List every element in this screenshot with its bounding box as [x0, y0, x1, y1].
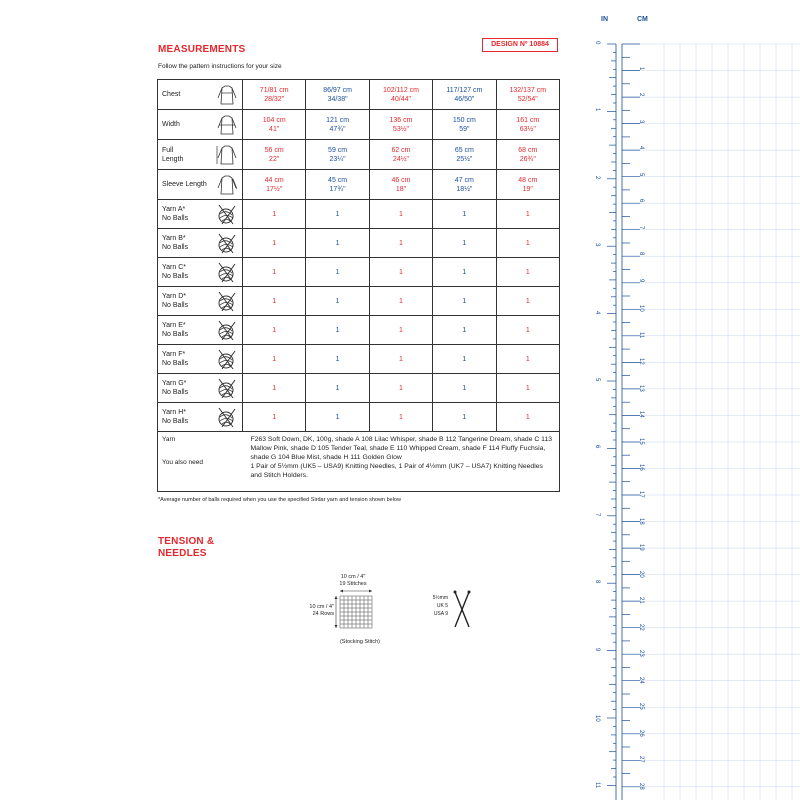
measurement-value	[306, 80, 369, 110]
tension-title-line2: NEEDLES	[158, 548, 207, 559]
measurement-value	[496, 140, 559, 170]
ball-count: 1	[433, 345, 496, 374]
value-cm: 104 cm	[262, 116, 286, 124]
value-cm: 86/97 cm	[323, 86, 352, 94]
tension-left-sub: 24 Rows	[312, 611, 334, 617]
yarn-label-cell	[158, 200, 243, 229]
ball-count: 1	[306, 258, 369, 287]
ball-of-yarn-icon	[216, 203, 238, 225]
value-inches: 28/32"	[264, 95, 285, 103]
value-cm: 46 cm	[391, 176, 411, 184]
inch-number: 10	[594, 715, 600, 722]
ball-count: 1	[243, 374, 306, 403]
yarn-row	[158, 258, 560, 287]
cm-number: 3	[638, 119, 644, 123]
measurement-label-cell	[158, 110, 243, 140]
yarn-row	[158, 374, 560, 403]
value-cm: 132/137 cm	[509, 86, 547, 94]
row-label	[162, 234, 210, 252]
tension-stitch-type: (Stocking Stitch)	[339, 639, 381, 645]
cm-number: 16	[638, 464, 644, 472]
yarn-label-cell	[158, 374, 243, 403]
row-label-line: No Balls	[162, 244, 189, 251]
value-cm: 65 cm	[454, 146, 474, 154]
value-inches: 24½"	[392, 155, 410, 163]
ruler-inch-label: IN	[601, 16, 608, 23]
row-label-line: Yarn B*	[162, 235, 186, 242]
row-label-line: Yarn D*	[162, 293, 186, 300]
needle-size-labels	[418, 594, 448, 618]
measurement-value	[433, 80, 496, 110]
cm-number: 18	[638, 517, 644, 525]
ball-count: 1	[243, 258, 306, 287]
value-cm: 45 cm	[328, 176, 348, 184]
value-cm: 136 cm	[389, 116, 413, 124]
measurement-value	[243, 170, 306, 200]
cm-number: 24	[638, 676, 644, 684]
value-cm: 161 cm	[516, 116, 540, 124]
measurement-value	[496, 170, 559, 200]
inch-number: 2	[594, 175, 600, 180]
value-inches: 63½"	[519, 125, 536, 133]
cm-number: 5	[638, 172, 644, 176]
inch-number: 6	[594, 445, 600, 449]
yarn-row	[158, 316, 560, 345]
measurement-value	[496, 80, 559, 110]
tension-top-sub: 19 Stitches	[339, 581, 367, 587]
row-label	[162, 321, 210, 339]
tension-title-line1: TENSION &	[158, 536, 215, 547]
inch-number: 7	[594, 512, 600, 517]
tension-square-icon	[332, 588, 382, 636]
ball-count: 1	[433, 287, 496, 316]
ball-count: 1	[243, 316, 306, 345]
row-label-line: Yarn G*	[162, 380, 187, 387]
ball-count: 1	[433, 258, 496, 287]
inch-number: 3	[594, 243, 600, 247]
row-label-line: No Balls	[162, 331, 189, 338]
value-cm: 117/127 cm	[446, 86, 483, 94]
measurement-value	[433, 170, 496, 200]
yarn-label-cell	[158, 258, 243, 287]
ball-count: 1	[496, 287, 559, 316]
measurement-value	[369, 170, 432, 200]
ball-of-yarn-icon	[216, 377, 238, 399]
measurement-row	[158, 80, 560, 110]
inch-number: 5	[594, 378, 600, 382]
row-label-line: Yarn F*	[162, 351, 186, 358]
measurement-label: Chest	[162, 91, 181, 98]
value-inches: 47¾"	[329, 125, 346, 133]
ball-count: 1	[369, 287, 432, 316]
value-inches: 52/54"	[517, 95, 538, 103]
value-cm: 48 cm	[518, 176, 538, 184]
cm-number: 15	[638, 437, 644, 445]
cm-number: 7	[638, 225, 644, 230]
design-number-box: DESIGN Nº 10884	[482, 38, 558, 52]
ball-count: 1	[306, 374, 369, 403]
tension-left: 10 cm / 4"	[309, 604, 334, 610]
value-cm: 47 cm	[454, 176, 474, 184]
measurement-value	[306, 170, 369, 200]
sleeve-diagram-icon	[216, 174, 238, 196]
inch-number: 9	[594, 647, 600, 651]
measurement-value	[496, 110, 559, 140]
yarn-info-text-cell	[243, 432, 560, 492]
tension-rows-label	[296, 604, 334, 618]
cm-number: 6	[638, 199, 644, 203]
ball-count: 1	[369, 403, 432, 432]
yarn-row	[158, 229, 560, 258]
yarn-label-cell	[158, 403, 243, 432]
value-cm: 150 cm	[452, 116, 476, 124]
ball-count: 1	[369, 229, 432, 258]
ball-of-yarn-icon	[216, 261, 238, 283]
value-inches: 59"	[459, 125, 470, 133]
ball-of-yarn-icon	[216, 406, 238, 428]
value-inches: 23¼"	[329, 155, 346, 163]
measurement-value	[433, 140, 496, 170]
yarn-info-row	[158, 432, 560, 492]
row-label-line: Yarn H*	[162, 409, 186, 416]
yarn-label-cell	[158, 316, 243, 345]
ball-of-yarn-icon	[216, 319, 238, 341]
also-need-text: 1 Pair of 5½mm (UK5 – USA9) Knitting Needles, 1 Pair of 4½mm (UK7 – USA7) Knitting Needles and Stitch Holders.	[250, 463, 543, 479]
inch-number: 8	[594, 580, 600, 584]
cm-number: 4	[638, 146, 644, 150]
chest-diagram-icon	[216, 84, 238, 106]
cm-number: 2	[638, 93, 644, 97]
cm-number: 1	[638, 66, 644, 70]
cm-number: 26	[638, 729, 644, 737]
yarn-info-text: F263 Soft Down, DK, 100g, shade A 108 Lilac Whisper, shade B 112 Tangerine Dream, shade C 113 Mallow Pink, shade D 105 Tender Teal, shade E 110 Whipped Cream, shade F 114 Fluffy Fuchsia, shade G 104 Blue Mist, shade H 111 Golden Glow	[250, 436, 553, 461]
row-label	[162, 408, 210, 426]
ball-count: 1	[306, 403, 369, 432]
inch-number: 1	[594, 108, 600, 112]
measurement-label-cell	[158, 140, 243, 170]
ball-count: 1	[433, 403, 496, 432]
ball-count: 1	[306, 287, 369, 316]
cm-number: 20	[638, 570, 644, 578]
measurement-label: Full Length	[162, 146, 184, 163]
value-cm: 56 cm	[264, 146, 284, 154]
row-label-line: No Balls	[162, 302, 189, 309]
cm-number: 9	[638, 278, 644, 283]
cm-number: 14	[638, 411, 644, 419]
ball-count: 1	[433, 316, 496, 345]
ball-count: 1	[496, 229, 559, 258]
value-cm: 44 cm	[264, 176, 284, 184]
also-need-label: You also need	[162, 459, 203, 466]
value-cm: 102/112 cm	[382, 86, 419, 94]
yarn-info-labels	[158, 432, 243, 492]
row-label	[162, 263, 210, 281]
value-inches: 34/38"	[327, 95, 348, 103]
ball-count: 1	[369, 316, 432, 345]
measurement-value	[369, 140, 432, 170]
measurements-title: MEASUREMENTS	[158, 44, 246, 55]
measurement-value	[433, 110, 496, 140]
row-label-line: No Balls	[162, 360, 189, 367]
measurements-table	[157, 79, 560, 492]
yarn-row	[158, 345, 560, 374]
value-inches: 46/50"	[454, 95, 475, 103]
ball-count: 1	[496, 374, 559, 403]
cm-number: 11	[638, 331, 644, 339]
measurement-value	[243, 110, 306, 140]
value-inches: 41"	[269, 125, 280, 133]
value-inches: 17½"	[266, 185, 283, 193]
width-diagram-icon	[216, 114, 238, 136]
ball-count: 1	[433, 200, 496, 229]
footnote: *Average number of balls required when you use the specified Sirdar yarn and tension shown below	[158, 497, 401, 503]
value-cm: 68 cm	[518, 146, 538, 154]
cm-number: 27	[638, 756, 644, 763]
value-inches: 40/44"	[390, 95, 411, 103]
yarn-info-label: Yarn	[162, 436, 176, 443]
row-label	[162, 379, 210, 397]
yarn-label-cell	[158, 287, 243, 316]
ball-count: 1	[496, 200, 559, 229]
ruler-cm-label: CM	[637, 16, 648, 23]
measurement-label-cell	[158, 170, 243, 200]
ball-count: 1	[369, 345, 432, 374]
inch-number: 0	[594, 41, 600, 45]
ball-of-yarn-icon	[216, 232, 238, 254]
ball-count: 1	[306, 229, 369, 258]
measurement-row	[158, 140, 560, 170]
value-inches: 26¾"	[519, 155, 536, 163]
length-diagram-icon	[216, 144, 238, 166]
measurement-row	[158, 170, 560, 200]
value-cm: 62 cm	[391, 146, 411, 154]
cm-number: 13	[638, 384, 644, 392]
cm-number: 10	[638, 305, 644, 312]
row-label-line: Yarn C*	[162, 264, 186, 271]
ball-of-yarn-icon	[216, 290, 238, 312]
ball-count: 1	[433, 374, 496, 403]
value-inches: 18½"	[456, 185, 473, 193]
value-inches: 53½"	[392, 125, 410, 133]
yarn-label-cell	[158, 345, 243, 374]
row-label-line: No Balls	[162, 418, 189, 425]
value-inches: 25½"	[456, 155, 473, 163]
value-inches: 19"	[522, 185, 533, 193]
ball-count: 1	[496, 258, 559, 287]
ball-count: 1	[369, 258, 432, 287]
value-cm: 71/81 cm	[259, 86, 289, 94]
measuring-ruler	[576, 0, 800, 800]
ruler-ticks	[576, 0, 800, 800]
measurement-value	[369, 80, 432, 110]
ball-count: 1	[496, 316, 559, 345]
row-label-line: No Balls	[162, 215, 189, 222]
ball-count: 1	[243, 229, 306, 258]
value-inches: 18"	[395, 185, 407, 193]
measurement-value	[243, 140, 306, 170]
yarn-row	[158, 200, 560, 229]
inch-number: 11	[594, 782, 600, 789]
ball-count: 1	[306, 316, 369, 345]
measurement-label: Sleeve Length	[162, 181, 207, 188]
tension-stitches-label	[318, 574, 388, 588]
cm-number: 22	[638, 623, 644, 631]
row-label-line: Yarn E*	[162, 322, 186, 329]
ball-count: 1	[306, 345, 369, 374]
row-label-line: No Balls	[162, 273, 189, 280]
tension-title	[158, 536, 214, 560]
row-label-line: Yarn A*	[162, 206, 186, 213]
ball-of-yarn-icon	[216, 348, 238, 370]
ball-count: 1	[433, 229, 496, 258]
ball-count: 1	[369, 374, 432, 403]
needle-usa: USA 9	[433, 611, 448, 617]
yarn-label-cell	[158, 229, 243, 258]
row-label	[162, 205, 210, 223]
value-cm: 121 cm	[326, 116, 350, 124]
cm-number: 21	[638, 597, 644, 604]
value-inches: 17¾"	[329, 185, 346, 193]
yarn-row	[158, 287, 560, 316]
yarn-row	[158, 403, 560, 432]
measurement-label-cell	[158, 80, 243, 110]
cm-number: 28	[638, 782, 644, 790]
cm-number: 17	[638, 491, 644, 498]
ball-count: 1	[243, 200, 306, 229]
row-label	[162, 292, 210, 310]
cm-number: 12	[638, 358, 644, 366]
cm-number: 23	[638, 650, 644, 657]
ball-count: 1	[243, 345, 306, 374]
measurement-row	[158, 110, 560, 140]
inch-number: 4	[594, 310, 600, 314]
ball-count: 1	[306, 200, 369, 229]
ball-count: 1	[243, 287, 306, 316]
knitting-needles-icon	[452, 590, 474, 630]
cm-number: 25	[638, 703, 644, 710]
needle-mm: 5½mm	[432, 595, 448, 601]
ball-count: 1	[243, 403, 306, 432]
measurement-value	[306, 110, 369, 140]
row-label	[162, 350, 210, 368]
value-inches: 22"	[269, 155, 280, 163]
cm-number: 19	[638, 544, 644, 551]
tension-top: 10 cm / 4"	[340, 574, 366, 580]
measurement-value	[243, 80, 306, 110]
needle-uk: UK 5	[436, 603, 448, 609]
ball-count: 1	[496, 403, 559, 432]
row-label-line: No Balls	[162, 389, 189, 396]
ball-count: 1	[496, 345, 559, 374]
cm-number: 8	[638, 252, 644, 256]
measurement-value	[369, 110, 432, 140]
ball-count: 1	[369, 200, 432, 229]
subtitle: Follow the pattern instructions for your size	[158, 63, 282, 70]
measurement-value	[306, 140, 369, 170]
measurement-label: Width	[162, 121, 180, 128]
value-cm: 59 cm	[328, 146, 348, 154]
